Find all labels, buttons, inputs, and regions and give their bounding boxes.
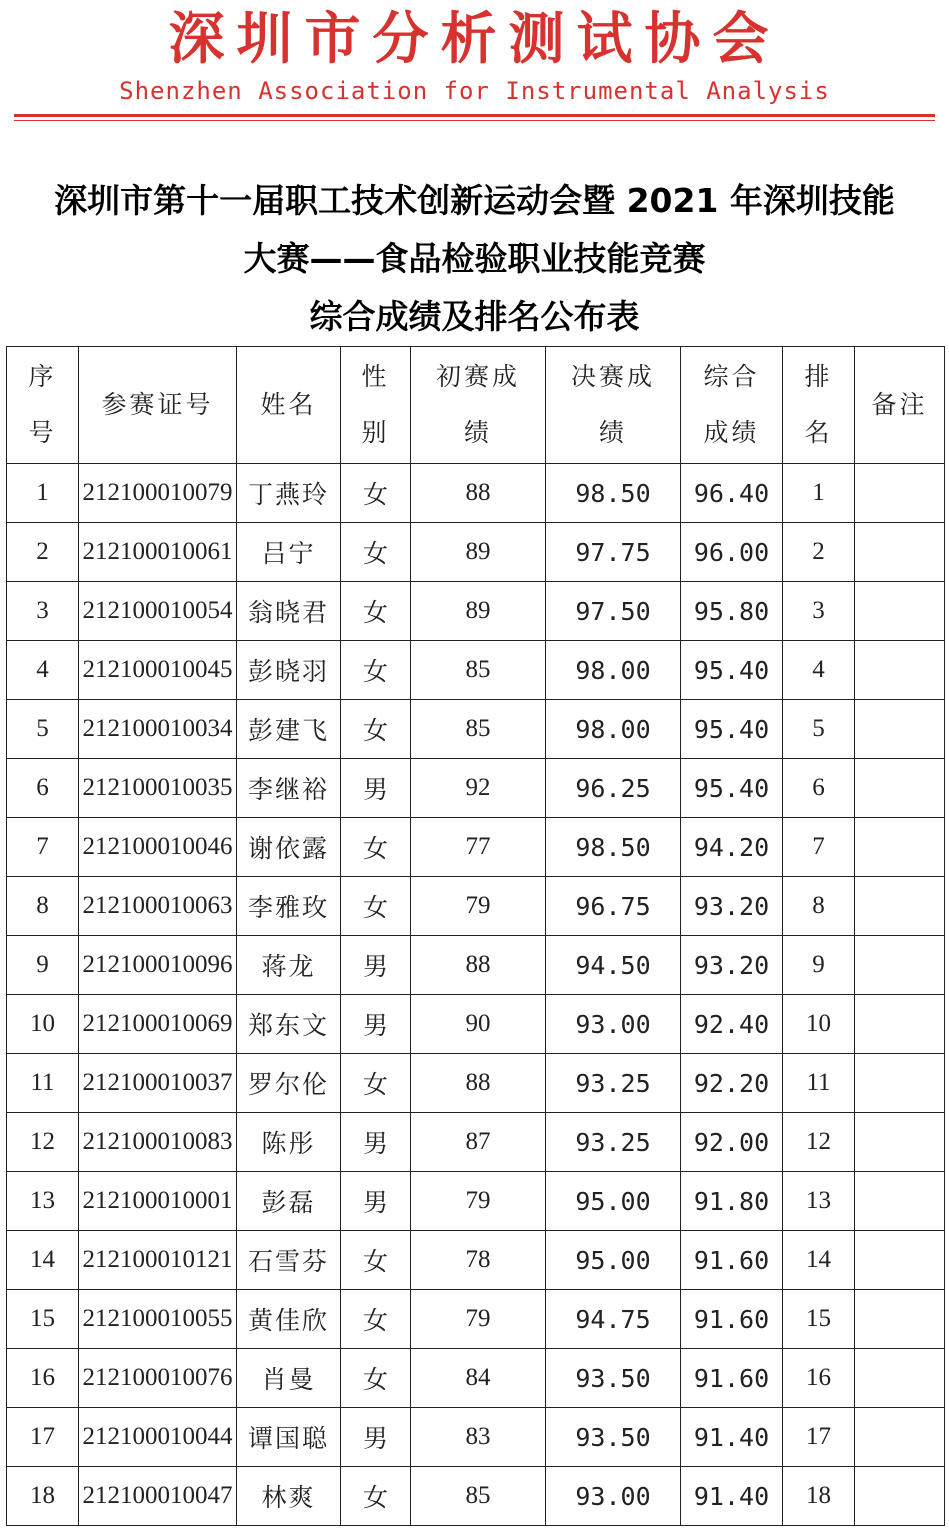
cell-no: 7 [7,818,79,877]
cell-rank: 5 [783,700,855,759]
cell-rank: 16 [783,1349,855,1408]
cell-prelim: 87 [411,1113,546,1172]
header-name: 姓名 [237,347,341,464]
header-rank: 排名 [783,347,855,464]
cell-id: 212100010037 [79,1054,237,1113]
cell-gender: 男 [341,1408,411,1467]
cell-total: 95.40 [681,700,783,759]
cell-id: 212100010069 [79,995,237,1054]
cell-no: 15 [7,1290,79,1349]
cell-prelim: 88 [411,1054,546,1113]
cell-gender: 男 [341,995,411,1054]
cell-final: 98.50 [546,818,681,877]
table-row [7,1054,945,1113]
cell-prelim: 85 [411,641,546,700]
cell-gender: 女 [341,1054,411,1113]
cell-final: 95.00 [546,1231,681,1290]
cell-rank: 17 [783,1408,855,1467]
table-row [7,818,945,877]
cell-prelim: 84 [411,1349,546,1408]
table-row [7,1231,945,1290]
cell-gender: 男 [341,1113,411,1172]
cell-no: 10 [7,995,79,1054]
cell-no: 17 [7,1408,79,1467]
cell-gender: 女 [341,1349,411,1408]
cell-total: 95.40 [681,641,783,700]
letterhead-rule-thin [14,120,935,121]
cell-remark [855,523,945,582]
cell-remark [855,464,945,523]
cell-remark [855,1113,945,1172]
cell-no: 18 [7,1467,79,1526]
cell-id: 212100010047 [79,1467,237,1526]
cell-name: 翁晓君 [237,582,341,641]
table-row [7,1467,945,1526]
letterhead-rule-thick [14,114,935,117]
document-title-line-2: 大赛——食品检验职业技能竞赛 [243,239,706,278]
cell-gender: 女 [341,818,411,877]
cell-no: 13 [7,1172,79,1231]
table-row [7,877,945,936]
cell-total: 91.40 [681,1467,783,1526]
cell-no: 6 [7,759,79,818]
cell-final: 96.75 [546,877,681,936]
cell-no: 9 [7,936,79,995]
cell-final: 93.25 [546,1054,681,1113]
cell-id: 212100010046 [79,818,237,877]
cell-final: 93.50 [546,1408,681,1467]
header-remark: 备注 [855,347,945,464]
table-row [7,995,945,1054]
cell-gender: 女 [341,582,411,641]
org-name-en: Shenzhen Association for Instrumental Analysis [119,77,830,105]
cell-id: 212100010045 [79,641,237,700]
table-row [7,464,945,523]
cell-rank: 18 [783,1467,855,1526]
cell-rank: 3 [783,582,855,641]
cell-prelim: 88 [411,936,546,995]
cell-no: 14 [7,1231,79,1290]
cell-final: 93.00 [546,1467,681,1526]
table-header-row [7,347,945,464]
cell-remark [855,1231,945,1290]
cell-rank: 15 [783,1290,855,1349]
cell-total: 92.40 [681,995,783,1054]
cell-total: 93.20 [681,877,783,936]
cell-remark [855,877,945,936]
cell-id: 212100010035 [79,759,237,818]
header-total: 综合成绩 [681,347,783,464]
cell-name: 彭建飞 [237,700,341,759]
table-row [7,1290,945,1349]
cell-rank: 14 [783,1231,855,1290]
cell-no: 3 [7,582,79,641]
cell-final: 98.50 [546,464,681,523]
table-row [7,700,945,759]
cell-remark [855,1408,945,1467]
cell-name: 陈彤 [237,1113,341,1172]
cell-prelim: 89 [411,523,546,582]
cell-rank: 7 [783,818,855,877]
cell-gender: 女 [341,641,411,700]
table-row [7,759,945,818]
cell-no: 12 [7,1113,79,1172]
cell-prelim: 79 [411,1172,546,1231]
cell-gender: 女 [341,1231,411,1290]
cell-total: 95.80 [681,582,783,641]
cell-total: 91.60 [681,1231,783,1290]
cell-remark [855,1290,945,1349]
cell-final: 94.50 [546,936,681,995]
cell-name: 石雪芬 [237,1231,341,1290]
cell-remark [855,582,945,641]
cell-total: 91.60 [681,1290,783,1349]
cell-final: 96.25 [546,759,681,818]
table-row [7,582,945,641]
table-row [7,1172,945,1231]
cell-name: 丁燕玲 [237,464,341,523]
cell-rank: 12 [783,1113,855,1172]
cell-final: 94.75 [546,1290,681,1349]
cell-final: 93.50 [546,1349,681,1408]
cell-id: 212100010044 [79,1408,237,1467]
document-title-line-1: 深圳市第十一届职工技术创新运动会暨 2021 年深圳技能 [54,181,895,220]
cell-prelim: 77 [411,818,546,877]
cell-name: 李继裕 [237,759,341,818]
cell-name: 吕宁 [237,523,341,582]
cell-remark [855,818,945,877]
cell-remark [855,759,945,818]
cell-remark [855,1349,945,1408]
header-id: 参赛证号 [79,347,237,464]
cell-no: 11 [7,1054,79,1113]
cell-rank: 6 [783,759,855,818]
cell-id: 212100010076 [79,1349,237,1408]
cell-gender: 女 [341,1290,411,1349]
cell-rank: 11 [783,1054,855,1113]
cell-prelim: 88 [411,464,546,523]
table-row [7,523,945,582]
cell-rank: 1 [783,464,855,523]
cell-name: 黄佳欣 [237,1290,341,1349]
cell-final: 93.00 [546,995,681,1054]
cell-name: 谭国聪 [237,1408,341,1467]
cell-prelim: 85 [411,700,546,759]
cell-id: 212100010061 [79,523,237,582]
cell-remark [855,700,945,759]
cell-total: 95.40 [681,759,783,818]
cell-total: 96.00 [681,523,783,582]
cell-final: 98.00 [546,641,681,700]
letterhead [0,0,949,130]
header-prelim: 初赛成绩 [411,347,546,464]
cell-name: 蒋龙 [237,936,341,995]
cell-gender: 女 [341,1467,411,1526]
cell-total: 91.80 [681,1172,783,1231]
table-row [7,936,945,995]
cell-id: 212100010079 [79,464,237,523]
cell-remark [855,936,945,995]
header-no: 序号 [7,347,79,464]
cell-final: 97.50 [546,582,681,641]
cell-gender: 男 [341,1172,411,1231]
cell-prelim: 83 [411,1408,546,1467]
cell-id: 212100010034 [79,700,237,759]
cell-total: 92.20 [681,1054,783,1113]
table-row [7,1349,945,1408]
cell-total: 93.20 [681,936,783,995]
cell-id: 212100010055 [79,1290,237,1349]
cell-remark [855,641,945,700]
cell-no: 4 [7,641,79,700]
table-row [7,1113,945,1172]
cell-id: 212100010063 [79,877,237,936]
cell-no: 5 [7,700,79,759]
cell-id: 212100010083 [79,1113,237,1172]
cell-name: 李雅玫 [237,877,341,936]
cell-gender: 女 [341,523,411,582]
cell-name: 彭晓羽 [237,641,341,700]
cell-final: 97.75 [546,523,681,582]
cell-no: 1 [7,464,79,523]
header-gender: 性别 [341,347,411,464]
cell-no: 2 [7,523,79,582]
cell-remark [855,1054,945,1113]
cell-prelim: 89 [411,582,546,641]
cell-prelim: 92 [411,759,546,818]
table-row [7,1408,945,1467]
cell-id: 212100010001 [79,1172,237,1231]
cell-rank: 4 [783,641,855,700]
header-final: 决赛成绩 [546,347,681,464]
cell-prelim: 90 [411,995,546,1054]
cell-prelim: 78 [411,1231,546,1290]
document-title-line-3: 综合成绩及排名公布表 [309,297,640,336]
cell-total: 91.40 [681,1408,783,1467]
cell-final: 95.00 [546,1172,681,1231]
cell-name: 林爽 [237,1467,341,1526]
cell-prelim: 85 [411,1467,546,1526]
cell-name: 彭磊 [237,1172,341,1231]
cell-rank: 13 [783,1172,855,1231]
cell-name: 罗尔伦 [237,1054,341,1113]
cell-gender: 女 [341,877,411,936]
cell-gender: 女 [341,700,411,759]
cell-name: 郑东文 [237,995,341,1054]
cell-rank: 9 [783,936,855,995]
cell-rank: 8 [783,877,855,936]
cell-name: 谢依露 [237,818,341,877]
cell-final: 93.25 [546,1113,681,1172]
cell-id: 212100010096 [79,936,237,995]
cell-no: 16 [7,1349,79,1408]
cell-gender: 男 [341,759,411,818]
cell-id: 212100010121 [79,1231,237,1290]
cell-rank: 2 [783,523,855,582]
org-name-cn: 深圳市分析测试协会 [168,6,781,72]
cell-rank: 10 [783,995,855,1054]
cell-total: 91.60 [681,1349,783,1408]
cell-gender: 男 [341,936,411,995]
cell-remark [855,1172,945,1231]
cell-prelim: 79 [411,1290,546,1349]
cell-total: 96.40 [681,464,783,523]
cell-prelim: 79 [411,877,546,936]
cell-remark [855,995,945,1054]
cell-total: 92.00 [681,1113,783,1172]
results-table [6,346,945,1526]
cell-gender: 女 [341,464,411,523]
cell-total: 94.20 [681,818,783,877]
cell-final: 98.00 [546,700,681,759]
cell-remark [855,1467,945,1526]
cell-no: 8 [7,877,79,936]
cell-id: 212100010054 [79,582,237,641]
table-row [7,641,945,700]
cell-name: 肖曼 [237,1349,341,1408]
